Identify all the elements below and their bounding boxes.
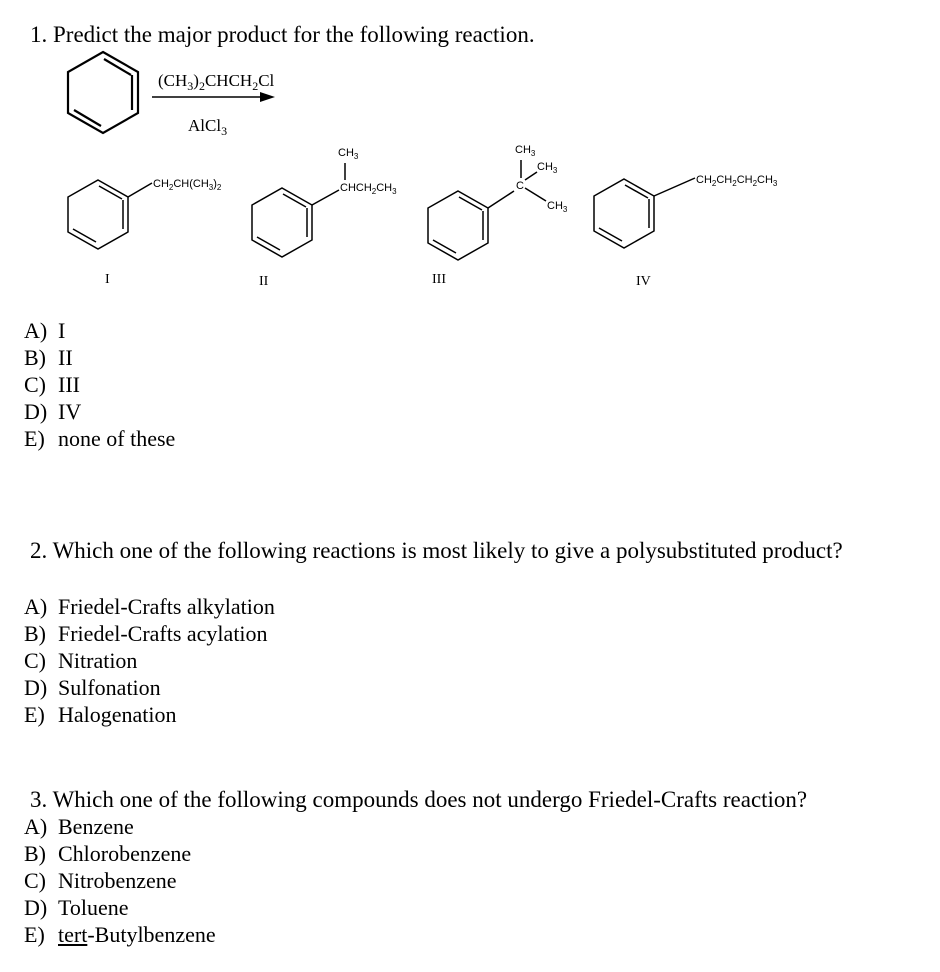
q2-option-d[interactable]: D) Sulfonation (24, 675, 161, 700)
structure-ii (252, 147, 397, 289)
q3-option-e[interactable]: E) tert-Butylbenzene (24, 922, 216, 947)
structure-iv-label: IV (636, 274, 651, 289)
structure-iii-right1: $CH_3$ (537, 161, 558, 175)
q2-option-b[interactable]: B) Friedel-Crafts acylation (24, 621, 268, 646)
q1-option-c[interactable]: C) III (24, 372, 80, 397)
q3-options (24, 813, 216, 948)
question-2-stem: 2. Which one of the following reactions is most likely to give a polysubstituted product? (30, 538, 843, 563)
question-3-stem: 3. Which one of the following compounds does not undergo Friedel-Crafts reaction? (30, 787, 808, 812)
q3-option-d[interactable]: D) Toluene (24, 895, 129, 920)
structure-iii-carbon: C (516, 180, 524, 192)
q3-option-c[interactable]: C) Nitrobenzene (24, 868, 177, 893)
structure-i-substituent: $CH_2CH(CH_3)_2$ (153, 178, 222, 192)
q2-option-a[interactable]: A) Friedel-Crafts alkylation (24, 594, 275, 619)
q2-option-c[interactable]: C) Nitration (24, 648, 138, 673)
catalyst-label: AlCl$_3$ (188, 116, 228, 138)
q3-option-b[interactable]: B) Chlorobenzene (24, 841, 192, 866)
q2-option-e[interactable]: E) Halogenation (24, 702, 177, 727)
q1-option-a[interactable]: A) I (24, 318, 66, 343)
structure-iii (428, 144, 568, 287)
q1-option-d[interactable]: D) IV (24, 399, 82, 424)
structure-ii-substituent: $CHCH_2CH_3$ (340, 182, 397, 196)
q2-options (24, 593, 275, 728)
structure-ii-label: II (259, 274, 269, 289)
benzene-reactant (68, 52, 138, 133)
structure-iii-top: $CH_3$ (515, 144, 536, 158)
structure-i-label: I (105, 272, 110, 287)
q3-option-a[interactable]: A) Benzene (24, 814, 134, 839)
structure-iii-right2: $CH_3$ (547, 200, 568, 214)
structure-i (68, 178, 222, 287)
reagent-label: $(CH_3)_2CHCH_2Cl$ (158, 71, 275, 93)
q1-option-e[interactable]: E) none of these (24, 426, 176, 451)
question-1-stem: 1. Predict the major product for the following reaction. (30, 22, 535, 47)
structure-iii-label: III (432, 272, 446, 287)
q1-options (24, 317, 175, 452)
structure-ii-top: $CH_3$ (338, 147, 359, 161)
reaction-diagram (0, 0, 940, 300)
structure-iv (594, 174, 778, 289)
structure-iv-substituent: $CH_2CH_2CH_2CH_3$ (696, 174, 778, 188)
q1-option-b[interactable]: B) II (24, 345, 73, 370)
reaction-arrow (152, 92, 275, 102)
